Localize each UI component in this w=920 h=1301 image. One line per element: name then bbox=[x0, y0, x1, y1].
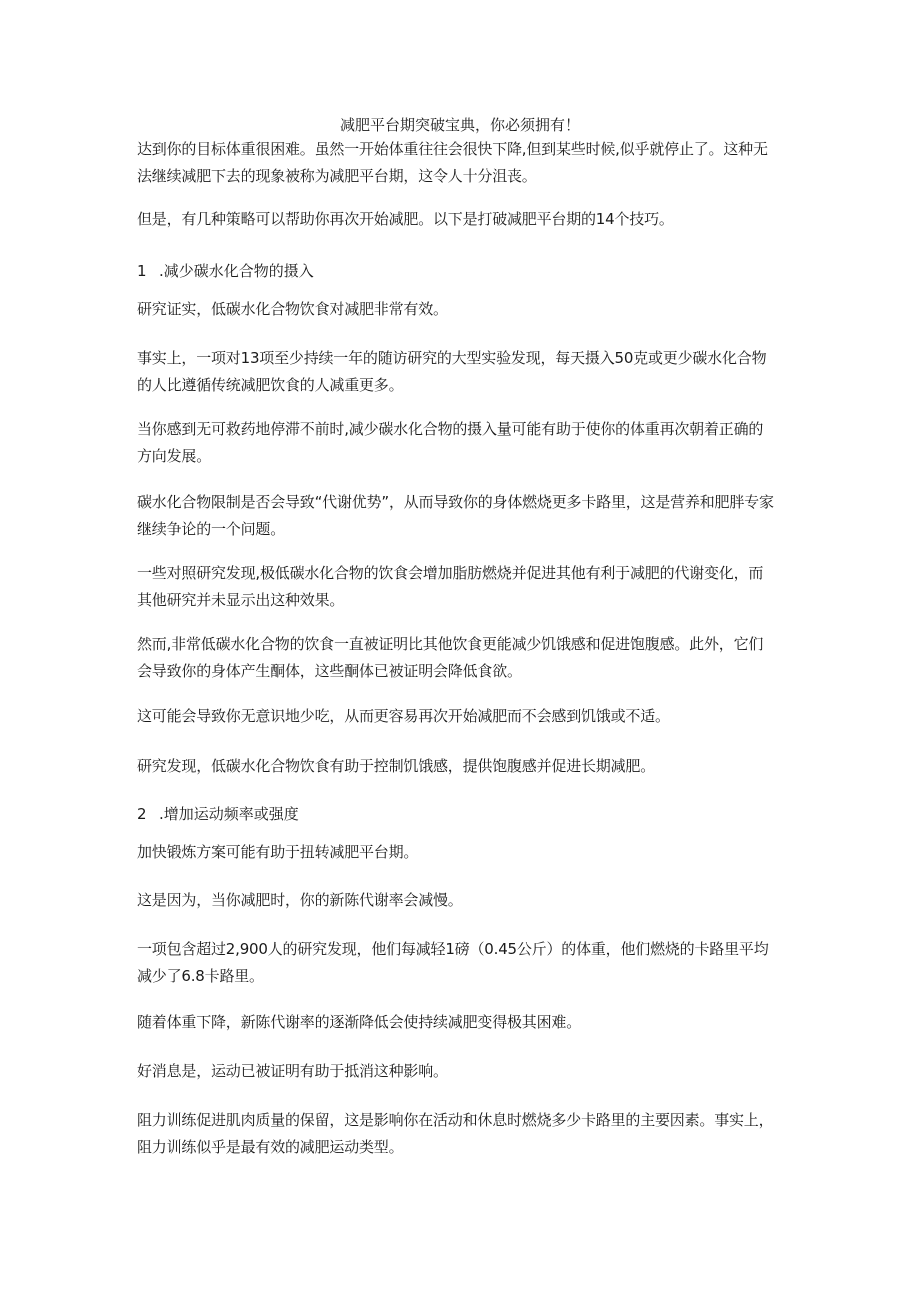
paragraph: 这是因为，当你减肥时，你的新陈代谢率会减慢。 bbox=[137, 891, 463, 909]
document-title: 减肥平台期突破宝典，你必须拥有！ bbox=[339, 116, 580, 134]
paragraph: 好消息是，运动已被证明有助于抵消这种影响。 bbox=[137, 1062, 448, 1080]
paragraph: 一项包含超过2,900人的研究发现，他们每减轻1磅（0.45公斤）的体重，他们燃烧的卡路里平均减少了6.8卡路里。 bbox=[137, 940, 769, 985]
paragraph: 研究证实，低碳水化合物饮食对减肥非常有效。 bbox=[137, 300, 448, 318]
section-number: 1 bbox=[137, 262, 147, 280]
paragraph: 碳水化合物限制是否会导致“代谢优势”，从而导致你的身体燃烧更多卡路里，这是营养和肥胖专家继续争论的一个问题。 bbox=[137, 493, 774, 538]
paragraph: 然而,非常低碳水化合物的饮食一直被证明比其他饮食更能减少饥饿感和促进饱腹感。此外，它们会导致你的身体产生酮体，这些酮体已被证明会降低食欲。 bbox=[137, 635, 764, 680]
section-title: .减少碳水化合物的摄入 bbox=[159, 262, 314, 280]
section-number: 2 bbox=[137, 805, 147, 823]
paragraph: 阻力训练促进肌肉质量的保留，这是影响你在活动和休息时燃烧多少卡路里的主要因素。事实上，阻力训练似乎是最有效的减肥运动类型。 bbox=[137, 1111, 774, 1156]
paragraph: 这可能会导致你无意识地少吃，从而更容易再次开始减肥而不会感到饥饿或不适。 bbox=[137, 707, 670, 725]
paragraph: 但是，有几种策略可以帮助你再次开始减肥。以下是打破减肥平台期的14个技巧。 bbox=[137, 210, 674, 228]
paragraph: 当你感到无可救药地停滞不前时,减少碳水化合物的摄入量可能有助于使你的体重再次朝着正确的方向发展。 bbox=[137, 420, 764, 465]
paragraph: 加快锻炼方案可能有助于扭转减肥平台期。 bbox=[137, 843, 419, 861]
section-title: .增加运动频率或强度 bbox=[159, 805, 299, 823]
paragraph: 一些对照研究发现,极低碳水化合物的饮食会增加脂肪燃烧并促进其他有利于减肥的代谢变化，而其他研究并未显示出这种效果。 bbox=[137, 564, 764, 609]
section-heading bbox=[137, 258, 777, 285]
section-heading bbox=[137, 801, 777, 828]
paragraph: 随着体重下降，新陈代谢率的逐渐降低会使持续减肥变得极其困难。 bbox=[137, 1013, 582, 1031]
paragraph: 达到你的目标体重很困难。虽然一开始体重往往会很快下降,但到某些时候,似乎就停止了。这种无法继续减肥下去的现象被称为减肥平台期，这令人十分沮丧。 bbox=[137, 140, 768, 185]
paragraph: 研究发现，低碳水化合物饮食有助于控制饥饿感，提供饱腹感并促进长期减肥。 bbox=[137, 757, 656, 775]
paragraph: 事实上，一项对13项至少持续一年的随访研究的大型实验发现，每天摄入50克或更少碳水化合物的人比遵循传统减肥饮食的人减重更多。 bbox=[137, 349, 767, 394]
